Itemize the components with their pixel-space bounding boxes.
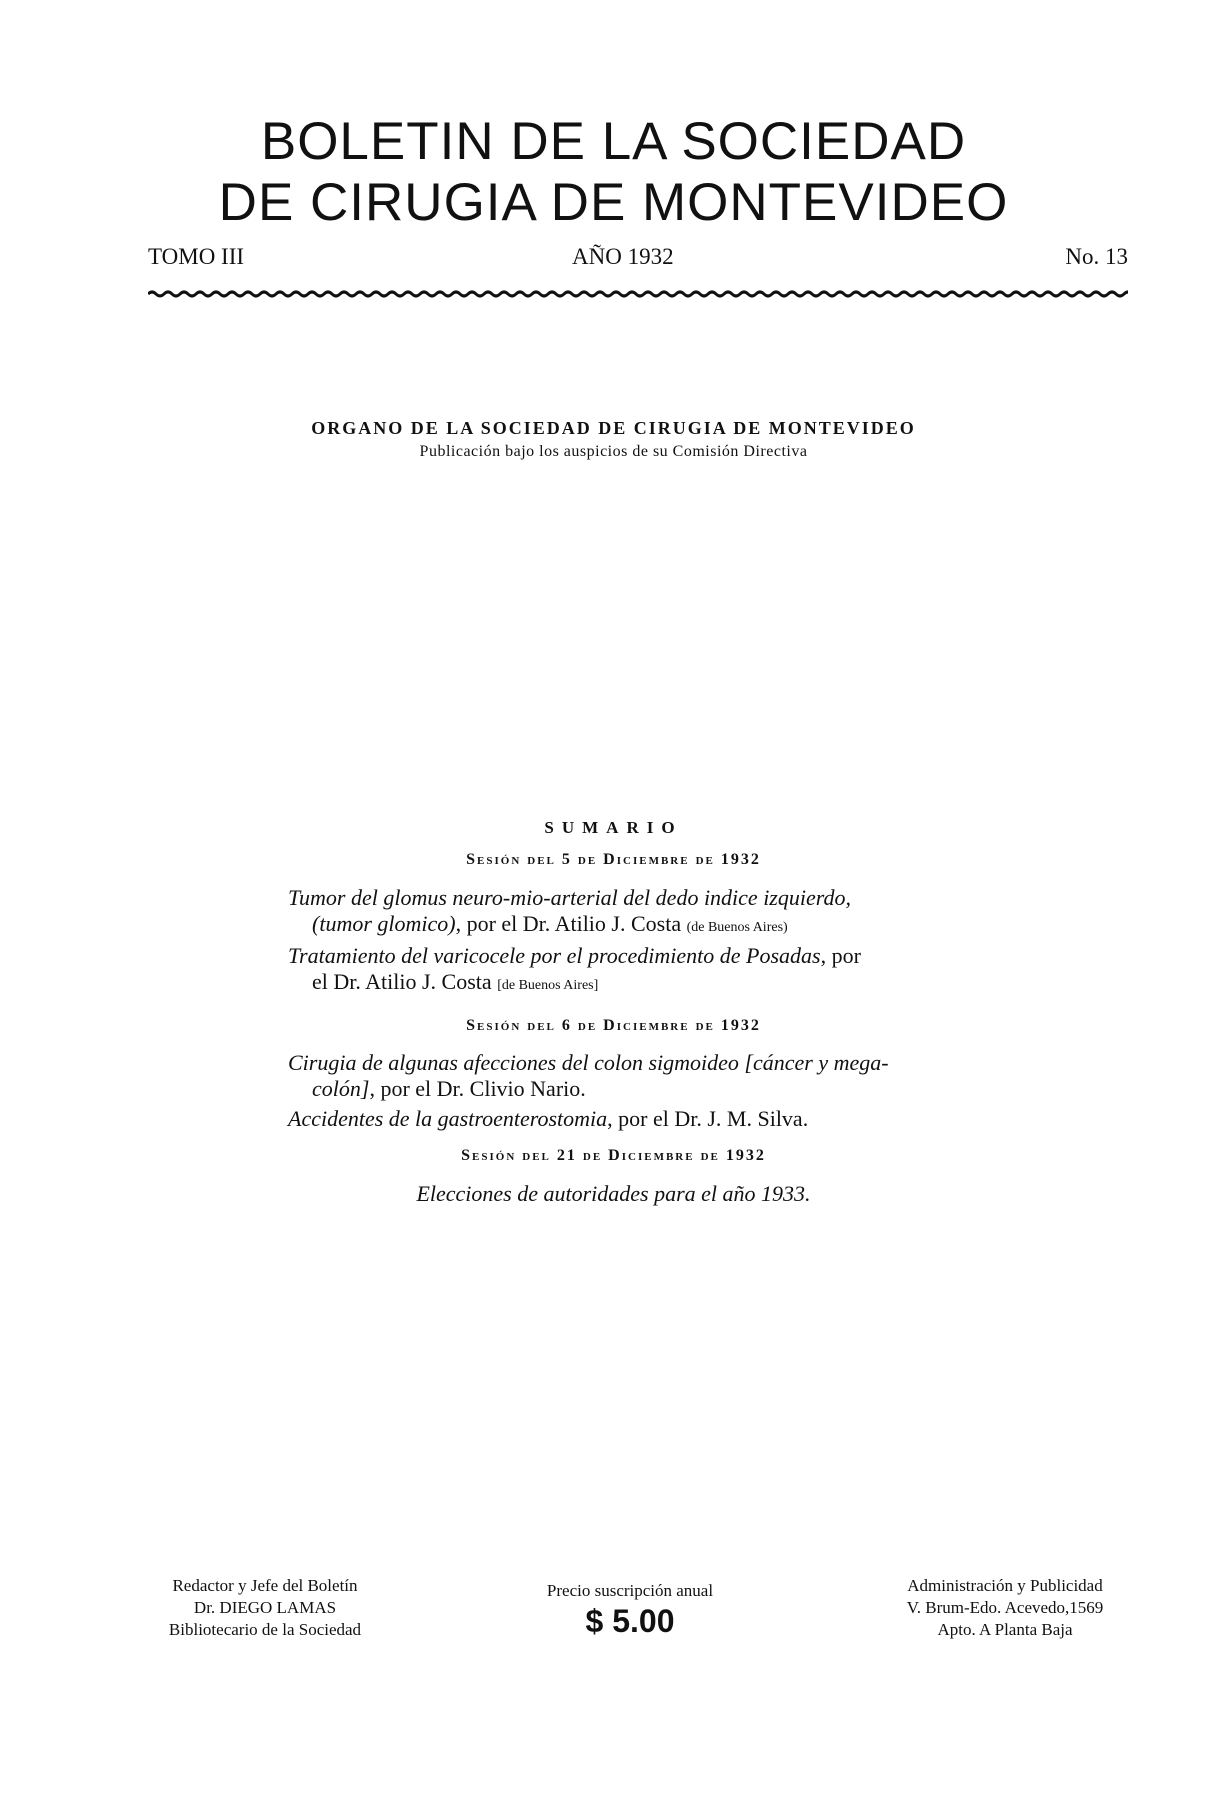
article-author: el Dr. Atilio J. Costa bbox=[312, 969, 492, 994]
article-title: Tumor del glomus neuro-mio-arterial del dedo indice izquierdo, bbox=[288, 885, 851, 910]
admin-label: Administración y Publicidad bbox=[907, 1576, 1103, 1595]
article-title-cont: (tumor glomico) bbox=[312, 911, 456, 936]
summary-entry bbox=[288, 943, 992, 999]
organ-statement: ORGANO DE LA SOCIEDAD DE CIRUGIA DE MONTEVIDEO bbox=[311, 418, 916, 438]
entry-continuation bbox=[288, 911, 992, 941]
entry-continuation bbox=[288, 1076, 992, 1102]
article-author: , por el Dr. Atilio J. Costa bbox=[455, 911, 682, 936]
volume-label: TOMO III bbox=[148, 244, 245, 269]
author-origin: (de Buenos Aires) bbox=[686, 920, 788, 935]
session-heading: Sesión del 5 de Diciembre de 1932 bbox=[466, 851, 761, 868]
article-title: Cirugia de algunas afecciones del colon sigmoideo [cáncer y mega- bbox=[288, 1050, 889, 1075]
author-origin: [de Buenos Aires] bbox=[497, 978, 599, 993]
issue-info-row bbox=[148, 244, 1128, 274]
summary-entry bbox=[288, 1106, 992, 1132]
decorative-wavy-rule bbox=[148, 289, 1128, 299]
article-author: , por el Dr. J. M. Silva. bbox=[607, 1106, 809, 1131]
journal-title-line-2: DE CIRUGIA DE MONTEVIDEO bbox=[218, 173, 1009, 232]
session-heading: Sesión del 6 de Diciembre de 1932 bbox=[466, 1017, 761, 1034]
year-label: AÑO 1932 bbox=[572, 244, 674, 269]
article-author: , por el Dr. Clivio Nario. bbox=[369, 1076, 586, 1101]
subscription-price bbox=[520, 1580, 740, 1639]
editor-name: Dr. DIEGO LAMAS bbox=[193, 1598, 337, 1617]
editor-role: Redactor y Jefe del Boletín bbox=[172, 1576, 358, 1595]
admin-street: V. Brum-Edo. Acevedo,1569 bbox=[906, 1598, 1104, 1617]
admin-apartment: Apto. A Planta Baja bbox=[937, 1620, 1073, 1639]
issue-number: No. 13 bbox=[1065, 244, 1128, 269]
article-title: Elecciones de autoridades para el año 1933. bbox=[416, 1181, 811, 1206]
article-by: , por bbox=[820, 943, 861, 968]
entry-continuation bbox=[288, 969, 992, 999]
article-title: Accidentes de la gastroenterostomia bbox=[288, 1106, 608, 1131]
summary-heading: SUMARIO bbox=[544, 818, 683, 837]
summary-entry bbox=[288, 885, 992, 941]
administration-address bbox=[870, 1575, 1140, 1641]
journal-title-line-1: BOLETIN DE LA SOCIEDAD bbox=[260, 112, 967, 171]
summary-entry bbox=[288, 1050, 992, 1102]
article-title-cont: colón] bbox=[312, 1076, 370, 1101]
article-title: Tratamiento del varicocele por el procedimiento de Posadas bbox=[288, 943, 821, 968]
price-label: Precio suscripción anual bbox=[546, 1581, 714, 1600]
publication-note: Publicación bajo los auspicios de su Comisión Directiva bbox=[419, 443, 808, 460]
editor-credit bbox=[140, 1575, 390, 1641]
summary-entry bbox=[0, 1181, 1227, 1207]
editor-title: Bibliotecario de la Sociedad bbox=[168, 1620, 362, 1639]
price-value: $ 5.00 bbox=[585, 1603, 675, 1639]
session-heading: Sesión del 21 de Diciembre de 1932 bbox=[461, 1147, 766, 1164]
